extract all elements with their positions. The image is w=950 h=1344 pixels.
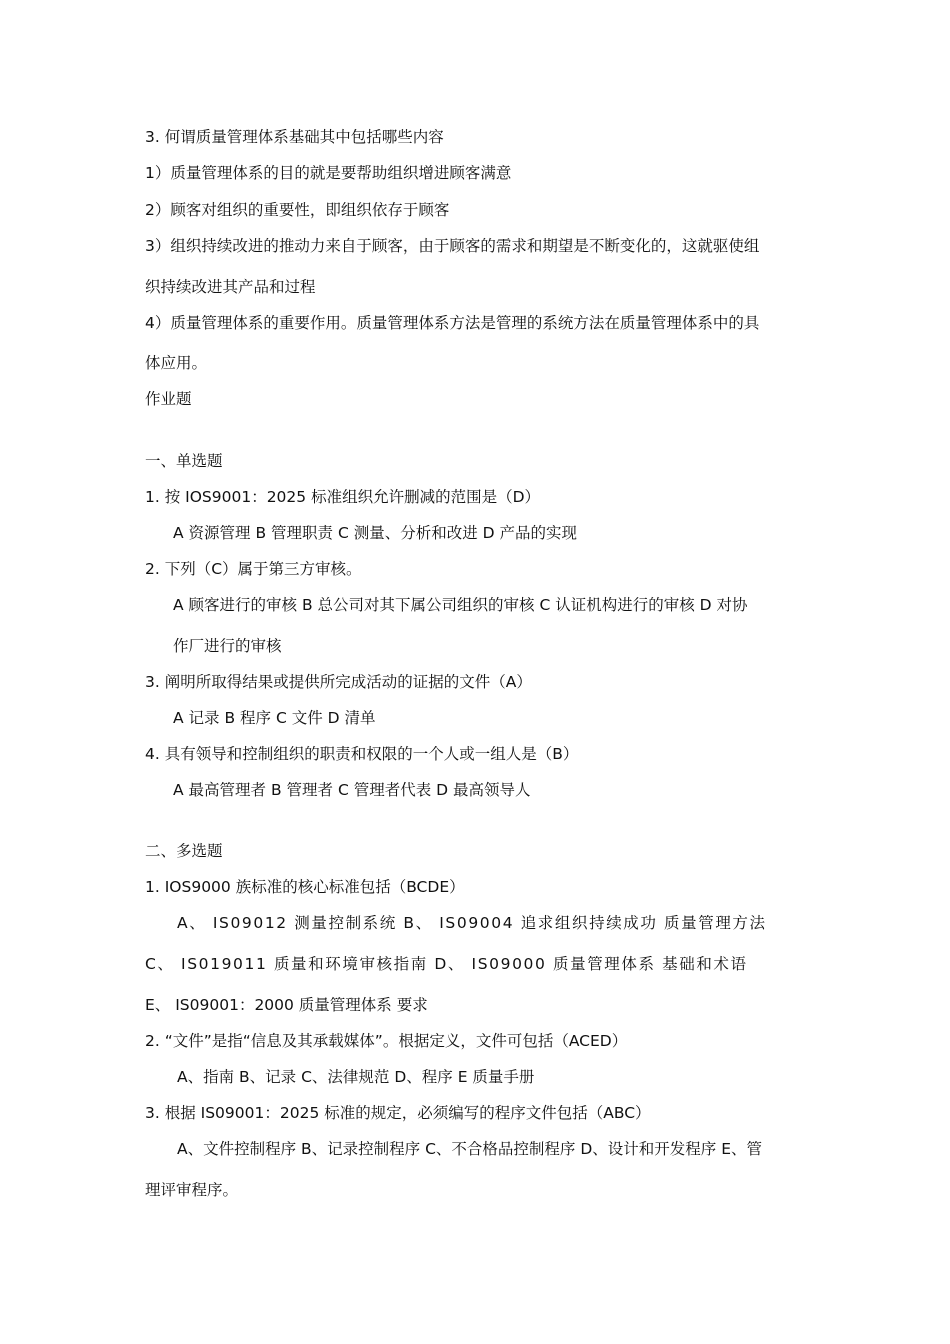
single-q2-options-line1: A 顾客进行的审核 B 总公司对其下属公司组织的审核 C 认证机构进行的审核 D 对协 — [173, 596, 748, 614]
single-q1: 1. 按 IOS9001：2025 标准组织允许删减的范围是（D） — [145, 488, 541, 506]
answer-point-3-line2: 织持续改进其产品和过程 — [145, 278, 316, 296]
single-q3-options: A 记录 B 程序 C 文件 D 清单 — [173, 709, 376, 727]
answer-point-2: 2）顾客对组织的重要性，即组织依存于顾客 — [145, 201, 450, 219]
multi-q3-options-line1: A、文件控制程序 B、记录控制程序 C、不合格品控制程序 D、设计和开发程序 E、管 — [177, 1140, 762, 1158]
multi-q2-options: A、指南 B、记录 C、法律规范 D、程序 E 质量手册 — [177, 1068, 535, 1086]
answer-point-3-line1: 3）组织持续改进的推动力来自于顾客，由于顾客的需求和期望是不断变化的，这就驱使组 — [145, 237, 760, 255]
multi-q1: 1. IOS9000 族标准的核心标准包括（BCDE） — [145, 878, 465, 896]
single-q3: 3. 阐明所取得结果或提供所完成活动的证据的文件（A） — [145, 673, 532, 691]
multi-q1-option-cd: C、 IS019011 质量和环境审核指南 D、 IS09000 质量管理体系 基础和术语 — [145, 955, 748, 973]
answer-point-4-line1: 4）质量管理体系的重要作用。质量管理体系方法是管理的系统方法在质量管理体系中的具 — [145, 314, 760, 332]
answer-point-1: 1）质量管理体系的目的就是要帮助组织增进顾客满意 — [145, 164, 512, 182]
homework-title: 作业题 — [145, 390, 192, 408]
multi-q1-option-e: E、 IS09001：2000 质量管理体系 要求 — [145, 996, 428, 1014]
answer-point-4-line2: 体应用。 — [145, 354, 208, 372]
single-q1-options: A 资源管理 B 管理职责 C 测量、分析和改进 D 产品的实现 — [173, 524, 577, 542]
single-q4-options: A 最高管理者 B 管理者 C 管理者代表 D 最高领导人 — [173, 781, 531, 799]
question-title: 3. 何谓质量管理体系基础其中包括哪些内容 — [145, 128, 444, 146]
single-q4: 4. 具有领导和控制组织的职责和权限的一个人或一组人是（B） — [145, 745, 579, 763]
multi-q2: 2. “文件”是指“信息及其承载媒体”。根据定义，文件可包括（ACED） — [145, 1032, 628, 1050]
multi-q3: 3. 根据 IS09001：2025 标准的规定，必须编写的程序文件包括（ABC） — [145, 1104, 651, 1122]
multi-q3-options-line2: 理评审程序。 — [145, 1181, 239, 1199]
single-q2: 2. 下列（C）属于第三方审核。 — [145, 560, 362, 578]
single-choice-heading: 一、单选题 — [145, 452, 223, 470]
multi-q1-option-ab: A、 IS09012 测量控制系统 B、 IS09004 追求组织持续成功 质量管理方法 — [177, 914, 767, 932]
multi-choice-heading: 二、多选题 — [145, 842, 223, 860]
single-q2-options-line2: 作厂进行的审核 — [173, 637, 282, 655]
